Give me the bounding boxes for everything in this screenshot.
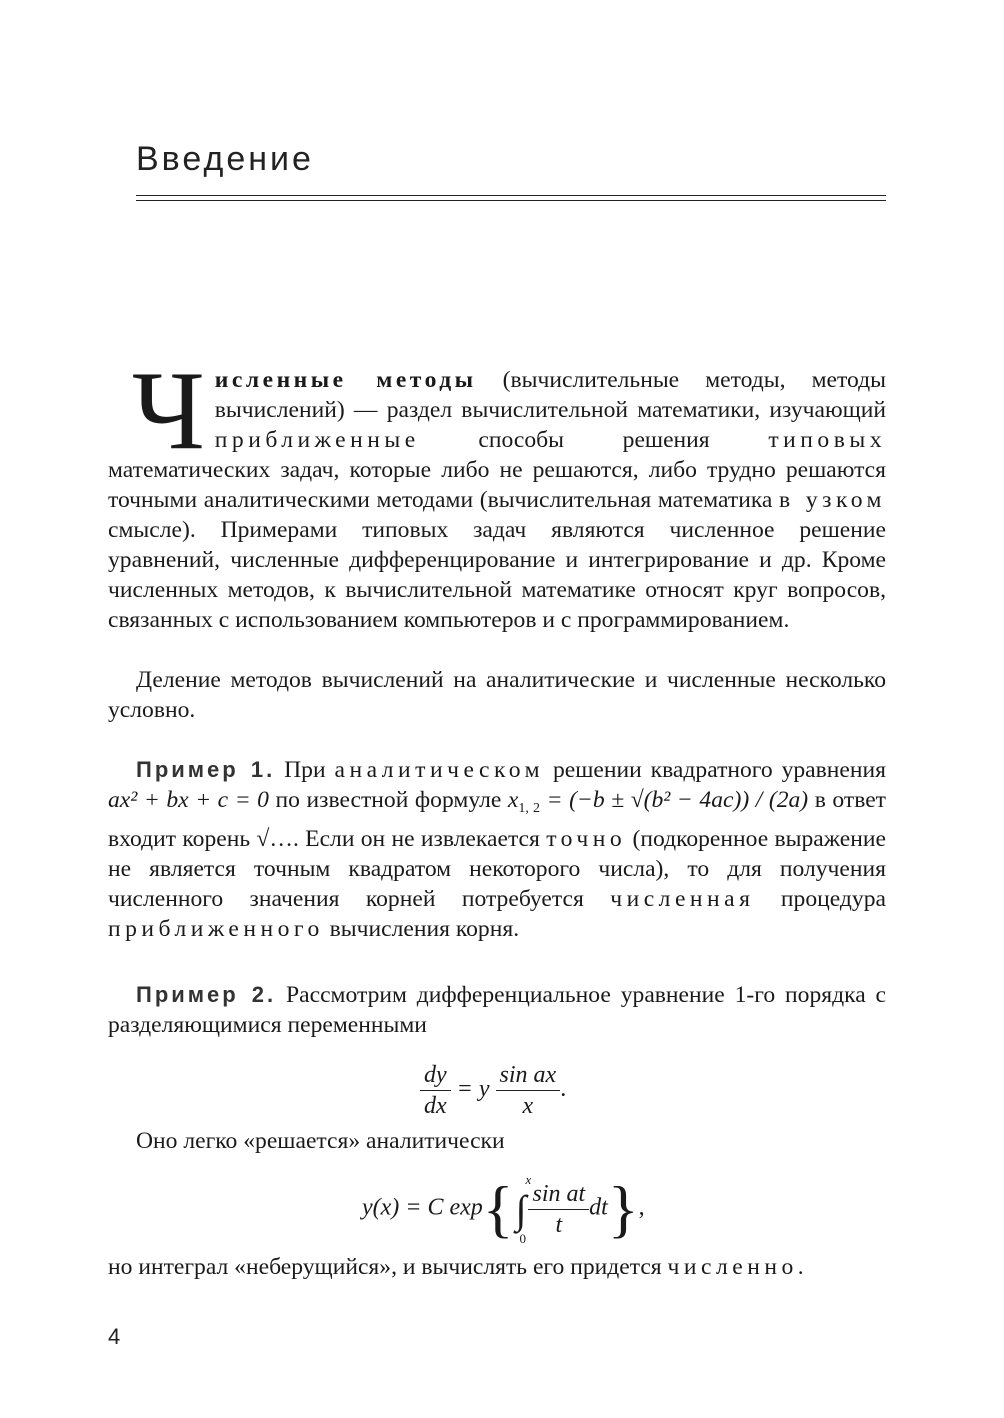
example-1: Пример 1. При аналитическом решении квадратного уравнения ax² + bx + c = 0 по известной формуле $x_{1, 2} = (-b \pm √(b^2 - 4ac)) / (2a)$ в ответ входит корень √…. Если он не извлекается точно (подкоренное выражение не является точным квадратом некоторого числа), то для получения численного значения корней потребуется численная процедура приближенного вычисления корня. xyxy=(108,757,887,942)
quadratic-formula-lhs: x xyxy=(507,787,519,813)
chapter-title: Введение xyxy=(136,140,314,178)
closing-paragraph: но интеграл «неберущийся», и вычислять его придется численно. xyxy=(108,1254,809,1280)
page-number: 4 xyxy=(108,1324,121,1349)
integral-solution: y(x) = C exp{∫ x 0 $\frac{\text{sin at}}{t}$ dt}, xyxy=(362,1171,645,1246)
example-1-label: Пример 1. xyxy=(136,757,276,782)
quadratic-equation: ax² + bx + c = 0 xyxy=(108,787,269,813)
title-rule-top xyxy=(136,195,886,196)
paragraph-division: Деление методов вычислений на аналитические и численные несколько условно. xyxy=(108,667,886,723)
example-2-label: Пример 2. xyxy=(136,982,277,1007)
drop-cap: Ч xyxy=(132,349,205,473)
title-rule-bottom xyxy=(136,200,886,201)
right-brace: } xyxy=(607,1173,639,1244)
root-symbol: √… xyxy=(256,826,293,852)
quadratic-formula-rhs: = (−b ± √(b² − 4ac)) / (2a) xyxy=(540,787,809,813)
term-numerical-methods: исленные методы xyxy=(214,367,477,393)
left-brace: { xyxy=(482,1173,514,1244)
fraction-dy-dx: $\frac{dy}{dx}$ xyxy=(420,1060,451,1121)
fraction-sin-at-over-t: $\frac{\text{sin at}}{t}$ xyxy=(528,1179,589,1240)
example-2: Пример 2. Рассмотрим дифференциальное уравнение 1-го порядка с разделяющимися переменными xyxy=(108,982,887,1038)
fraction-sin-ax-over-x: $\frac{\text{sin ax}}{x}$ xyxy=(496,1060,561,1121)
differential-equation: $\frac{dy}{dx}$ = y $\frac{\text{sin ax}}{x}$ . xyxy=(420,1060,566,1121)
intro-paragraph: Ч исленные методы (вычислительные методы, методы вычислений) — раздел вычислительной математики, изучающий приближенные способы решения типовых математических задач, которые либо не решаются, либо трудно решаются точными аналитическими методами (вычислительная математика в узком смысле). Примерами типовых задач являются численное решение уравнений, численные дифференцирование и интегрирование и др. Кроме численных методов, к вычислительной математике относят круг вопросов, связанных с использованием компьютеров и с программированием. xyxy=(108,349,886,633)
integral-sign: ∫ x 0 xyxy=(515,1171,532,1246)
paragraph-analytic-solution: Оно легко «решается» аналитически xyxy=(136,1128,505,1154)
